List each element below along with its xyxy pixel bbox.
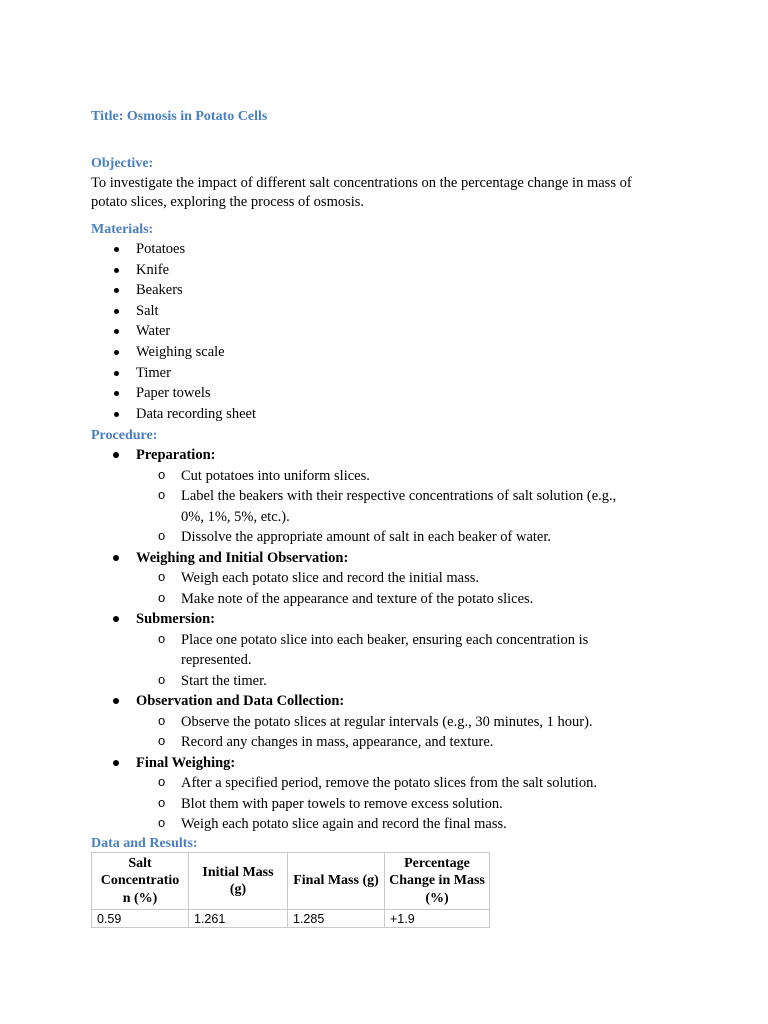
list-item: o Blot them with paper towels to remove excess solution. bbox=[136, 794, 621, 815]
list-item: o Place one potato slice into each beaker, ensuring each concentration is represented. bbox=[136, 630, 621, 671]
results-heading: Data and Results: bbox=[91, 836, 198, 851]
list-item: Weighing scale bbox=[91, 342, 691, 363]
table-cell: 1.261 bbox=[189, 910, 288, 928]
objective-heading: Objective: bbox=[91, 156, 154, 171]
list-item: o Dissolve the appropriate amount of salt in each beaker of water. bbox=[136, 527, 621, 548]
table-header-row bbox=[92, 853, 490, 910]
list-item: Paper towels bbox=[91, 383, 691, 404]
procedure-step bbox=[91, 609, 691, 691]
list-item: Potatoes bbox=[91, 239, 691, 260]
materials-heading: Materials: bbox=[91, 222, 154, 237]
column-header: Initial Mass (g) bbox=[189, 853, 288, 910]
procedure-list bbox=[91, 445, 691, 835]
step-title: Preparation: bbox=[136, 447, 216, 463]
step-title: Submersion: bbox=[136, 611, 215, 627]
list-item: Salt bbox=[91, 301, 691, 322]
table-cell: +1.9 bbox=[385, 910, 490, 928]
list-item: o Label the beakers with their respective concentrations of salt solution (e.g., 0%, 1%, 5%, etc.). bbox=[136, 486, 621, 527]
document-title: Title: Osmosis in Potato Cells bbox=[91, 109, 268, 124]
column-header: Salt Concentratio n (%) bbox=[92, 853, 189, 910]
list-item: Data recording sheet bbox=[91, 404, 691, 425]
step-title: Final Weighing: bbox=[136, 754, 236, 771]
list-item: o Make note of the appearance and texture of the potato slices. bbox=[136, 589, 621, 610]
list-item: o Weigh each potato slice and record the initial mass. bbox=[136, 568, 621, 589]
table-cell: 0.59 bbox=[92, 910, 189, 928]
procedure-step bbox=[91, 691, 691, 753]
step-title: Observation and Data Collection: bbox=[136, 693, 345, 709]
table-cell: 1.285 bbox=[288, 910, 385, 928]
list-item: o Cut potatoes into uniform slices. bbox=[136, 466, 621, 487]
list-item: o Start the timer. bbox=[136, 671, 621, 692]
list-item: o Observe the potato slices at regular intervals (e.g., 30 minutes, 1 hour). bbox=[136, 712, 621, 733]
procedure-step bbox=[91, 548, 691, 610]
list-item: o Weigh each potato slice again and record the final mass. bbox=[136, 814, 621, 835]
column-header: Percentage Change in Mass (%) bbox=[385, 853, 490, 910]
list-item: o Record any changes in mass, appearance, and texture. bbox=[136, 732, 621, 753]
procedure-step bbox=[91, 445, 691, 548]
procedure-heading: Procedure: bbox=[91, 428, 158, 443]
list-item: Beakers bbox=[91, 280, 691, 301]
list-item: Knife bbox=[91, 260, 691, 281]
list-item: Water bbox=[91, 321, 691, 342]
column-header: Final Mass (g) bbox=[288, 853, 385, 910]
table-row bbox=[92, 910, 490, 928]
procedure-step bbox=[91, 753, 691, 835]
step-title: Weighing and Initial Observation: bbox=[136, 549, 349, 566]
materials-list bbox=[91, 239, 691, 424]
list-item: Timer bbox=[91, 363, 691, 384]
objective-text: To investigate the impact of different salt concentrations on the percentage change in mass of potato slices, exploring the process of osmosis. bbox=[91, 175, 632, 210]
results-table bbox=[91, 852, 490, 928]
list-item: o After a specified period, remove the potato slices from the salt solution. bbox=[136, 773, 621, 794]
